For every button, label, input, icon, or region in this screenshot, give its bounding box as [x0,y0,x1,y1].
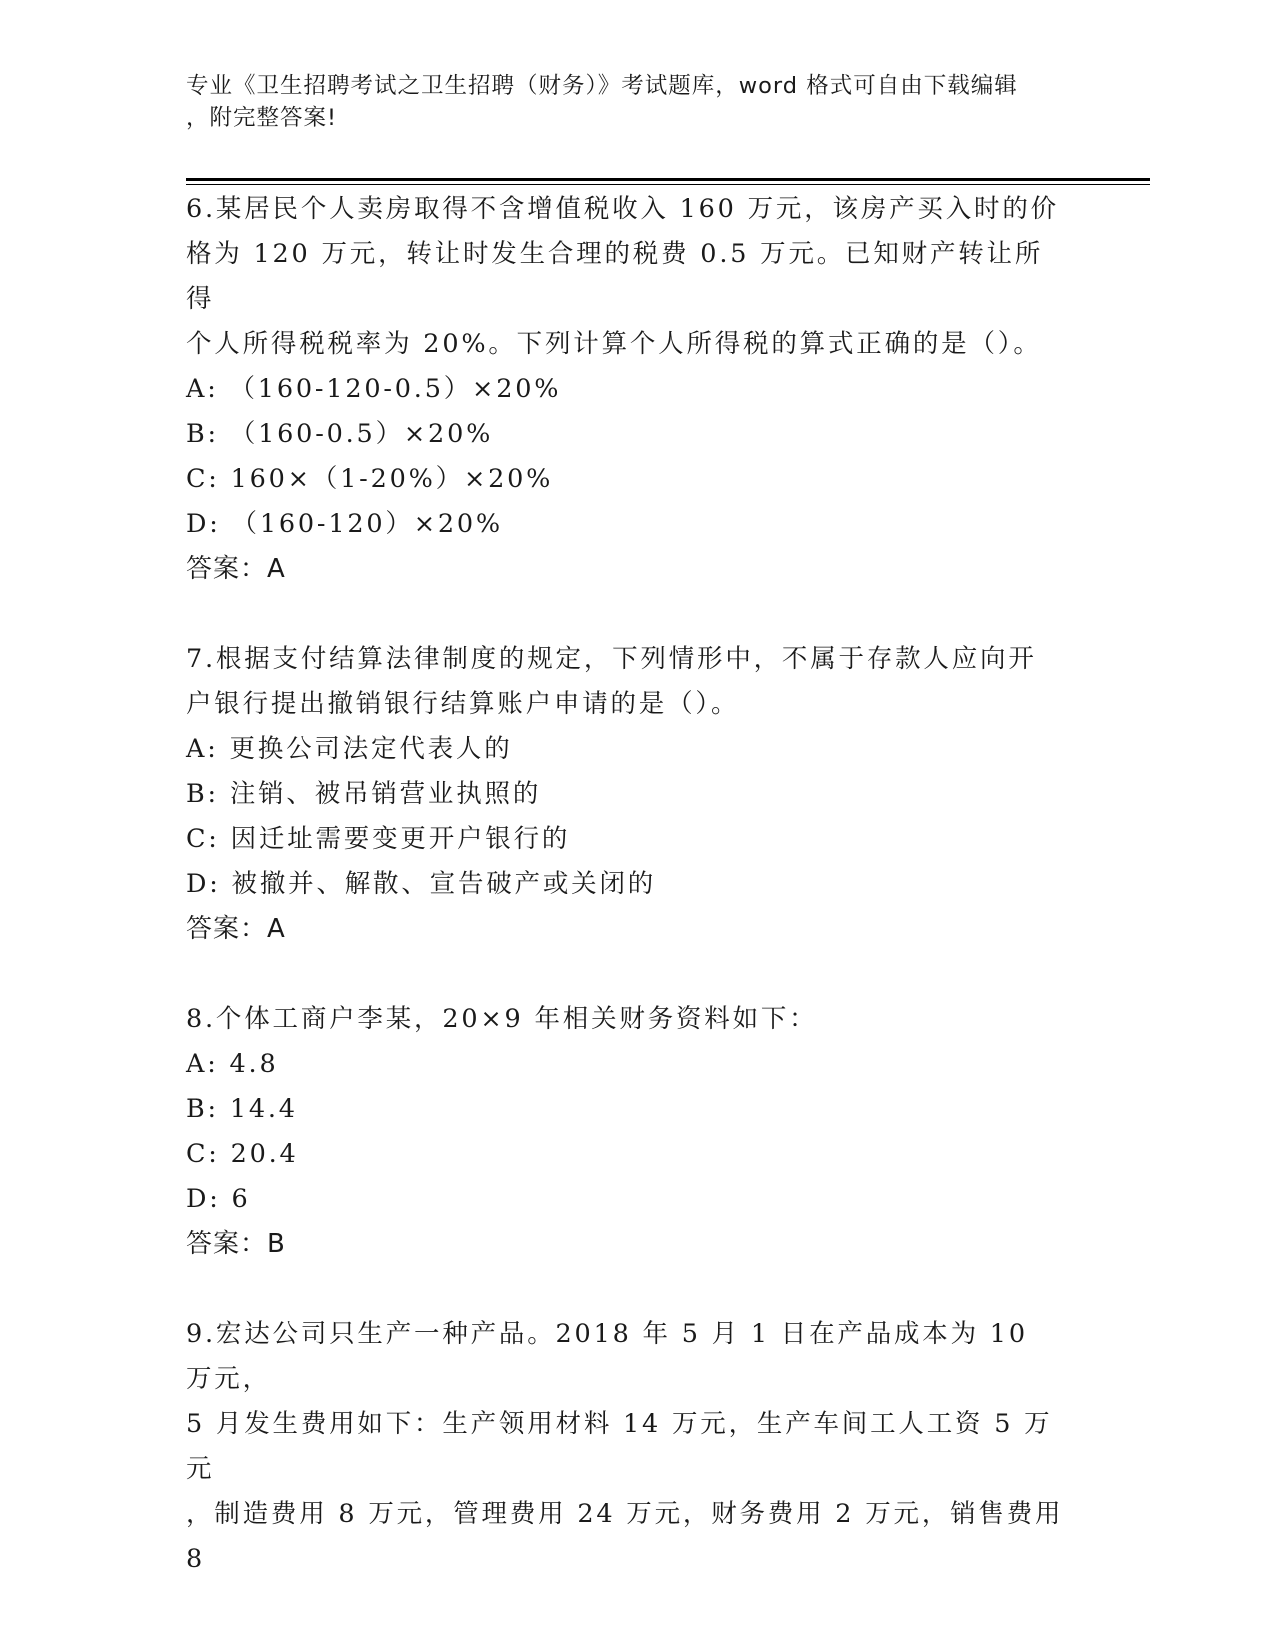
option-c: C: 160×（1-20%）×20% [186,464,554,494]
option-c: C: 20.4 [186,1139,299,1169]
answer-label: 答案： [186,1229,268,1259]
question-stem-line: 个人所得税税率为 20%。下列计算个人所得税的算式正确的是（）。 [186,329,1042,359]
header-line-2: ，附完整答案! [186,105,338,131]
question-stem-line: 户银行提出撤销银行结算账户申请的是（）。 [186,689,740,719]
question-7 [186,637,1066,952]
question-gap [186,592,1066,637]
question-list [186,187,1066,1582]
question-stem-line: 格为 120 万元，转让时发生合理的税费 0.5 万元。已知财产转让所得 [186,239,1044,314]
header-rule-thick [186,178,1150,181]
answer-line [186,547,1066,592]
question-stem-line: 5 月发生费用如下：生产领用材料 14 万元，生产车间工人工资 5 万元 [186,1409,1053,1484]
question-stem-line: ，制造费用 8 万元，管理费用 24 万元，财务费用 2 万元，销售费用 8 [186,1499,1064,1574]
option-a: A: 4.8 [186,1049,279,1079]
option-b: B: （160-0.5）×20% [186,419,494,449]
answer-line [186,907,1066,952]
answer-value: B [267,1229,286,1259]
header-rule-thin [186,184,1150,185]
answer-line [186,1222,1066,1267]
answer-label: 答案： [186,914,268,944]
option-b: B: 注销、被吊销营业执照的 [186,779,542,809]
option-a: A: 更换公司法定代表人的 [186,734,513,764]
question-6 [186,187,1066,592]
question-gap [186,1267,1066,1312]
question-stem-line: 7.根据支付结算法律制度的规定，下列情形中，不属于存款人应向开 [186,644,1037,674]
answer-value: A [267,554,286,584]
question-stem-line: 9.宏达公司只生产一种产品。2018 年 5 月 1 日在产品成本为 10 万元， [186,1319,1028,1394]
option-b: B: 14.4 [186,1094,298,1124]
document-header [186,70,1056,134]
header-line-1: 专业《卫生招聘考试之卫生招聘（财务）》考试题库，word 格式可自由下载编辑 [186,73,1018,99]
question-stem-line: 8.个体工商户李某，20×9 年相关财务资料如下： [186,1004,818,1034]
question-stem-line: 6.某居民个人卖房取得不含增值税收入 160 万元，该房产买入时的价 [186,194,1059,224]
option-c: C: 因迁址需要变更开户银行的 [186,824,571,854]
option-d: D: 被撤并、解散、宣告破产或关闭的 [186,869,657,899]
option-a: A: （160-120-0.5）×20% [186,374,562,404]
answer-value: A [267,914,286,944]
option-d: D: （160-120）×20% [186,509,503,539]
question-8 [186,997,1066,1267]
option-d: D: 6 [186,1184,251,1214]
question-gap [186,952,1066,997]
answer-label: 答案： [186,554,268,584]
question-9 [186,1312,1066,1582]
